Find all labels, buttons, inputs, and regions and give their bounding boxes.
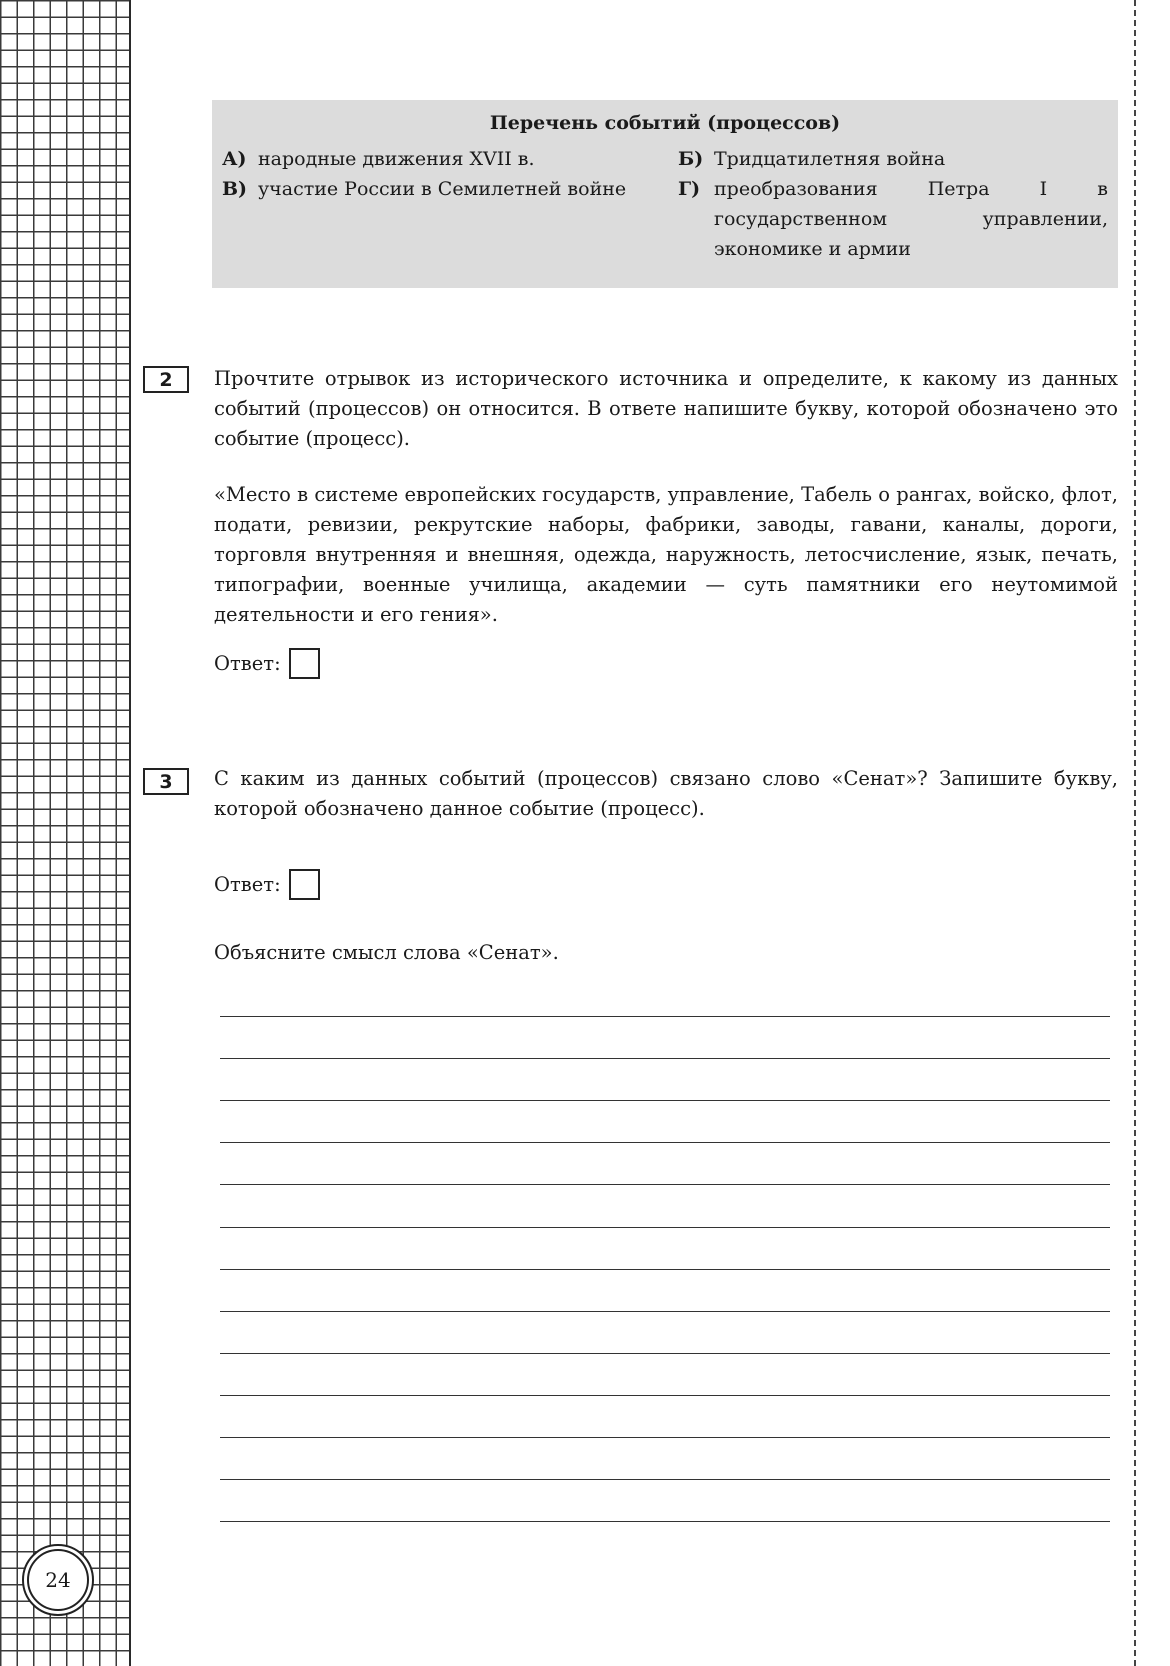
event-v (222, 174, 662, 204)
event-text: преобразования Петра I в государственном управлении, экономике и армии (714, 178, 1108, 260)
answer-line[interactable] (220, 1227, 1110, 1228)
answer-line[interactable] (220, 1479, 1110, 1480)
event-text: участие России в Семилетней войне (258, 178, 627, 200)
question-2-prompt: Прочтите отрывок из исторического источника и определите, к какому из данных событий (процессов) он относится. В ответе напишите букву, которой обозначено это событие (процесс). (214, 367, 1118, 450)
answer-line[interactable] (220, 1395, 1110, 1396)
answer-box[interactable] (289, 869, 320, 900)
answer-line[interactable] (220, 1058, 1110, 1059)
answer-label: Ответ: (214, 652, 281, 675)
page-number: 24 (27, 1549, 89, 1611)
answer-line[interactable] (220, 1142, 1110, 1143)
answer-line[interactable] (220, 1521, 1110, 1522)
answer-box[interactable] (289, 648, 320, 679)
event-letter: В) (222, 178, 248, 200)
page-number-badge (22, 1544, 94, 1616)
answer-line[interactable] (220, 1269, 1110, 1270)
answer-line[interactable] (220, 1311, 1110, 1312)
event-text: народные движения XVII в. (258, 148, 535, 170)
question-3-answer (214, 869, 320, 900)
answer-line[interactable] (220, 1100, 1110, 1101)
event-text: Тридцатилетняя война (714, 148, 946, 170)
event-b (678, 144, 1098, 174)
question-number-3: 3 (143, 768, 189, 795)
question-2-answer (214, 648, 320, 679)
answer-line[interactable] (220, 1353, 1110, 1354)
grid-margin (0, 0, 131, 1666)
answer-line[interactable] (220, 1437, 1110, 1438)
answer-line[interactable] (220, 1016, 1110, 1017)
answer-line[interactable] (220, 1184, 1110, 1185)
answer-label: Ответ: (214, 873, 281, 896)
question-3-explain: Объясните смысл слова «Сенат». (214, 941, 559, 964)
event-letter: Г) (678, 178, 701, 200)
cut-line (1134, 0, 1136, 1666)
event-g (678, 174, 1108, 264)
question-2-quote: «Место в системе европейских государств, управление, Табель о рангах, войско, флот, подати, ревизии, рекрутские наборы, фабрики, заводы, гавани, каналы, дороги, торговля внутренняя и внешняя, одежда, наружность, летосчисление, язык, печать, типографии, военные училища, академии — суть памятники его неутомимой деятельности и его гения». (214, 483, 1118, 626)
question-number-2: 2 (143, 366, 189, 393)
event-letter: Б) (678, 148, 704, 170)
question-3-prompt: С каким из данных событий (процессов) связано слово «Сенат»? Запишите букву, которой обозначено данное событие (процесс). (214, 767, 1118, 820)
events-title: Перечень событий (процессов) (489, 112, 841, 134)
event-a (222, 144, 662, 174)
event-letter: А) (222, 148, 247, 170)
events-list-box (212, 100, 1118, 288)
